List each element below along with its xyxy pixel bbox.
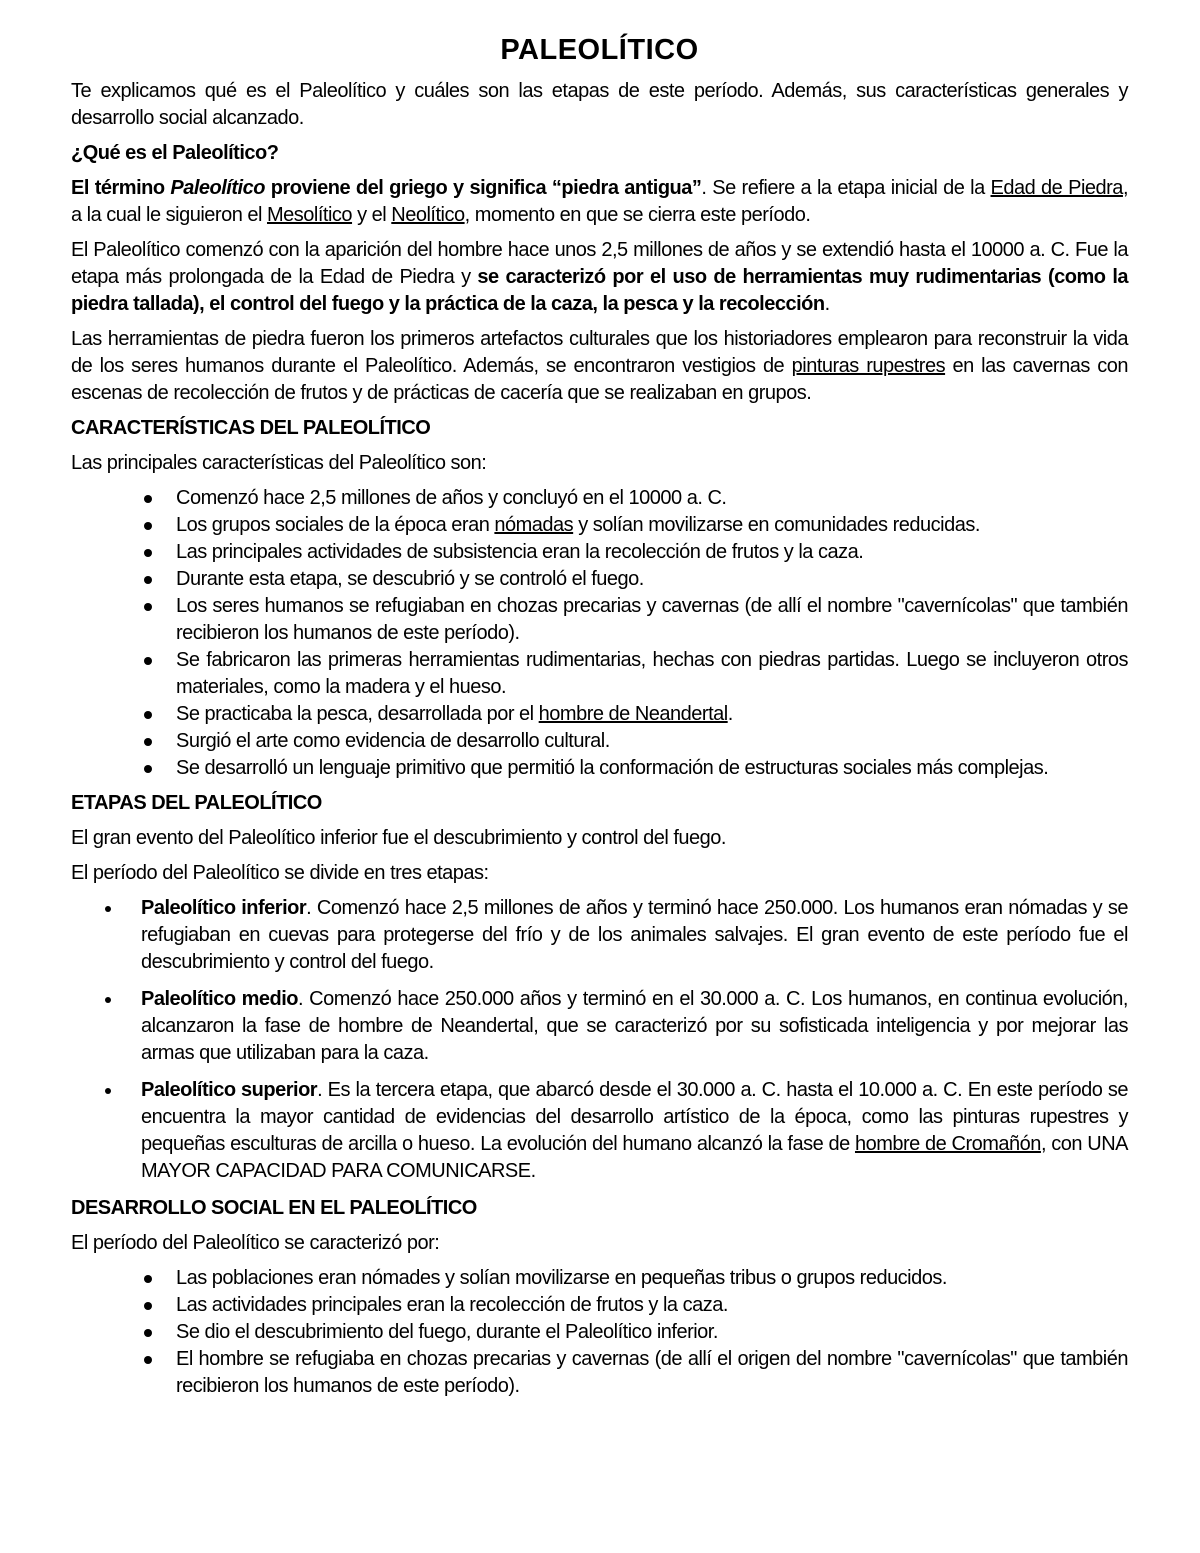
characteristics-intro: Las principales características del Paleolítico son: — [71, 452, 487, 474]
list-item-text: . — [727, 703, 733, 725]
definition-bold-start: El término — [71, 177, 171, 199]
origin-end: . — [824, 293, 830, 315]
characteristics-heading: CARACTERÍSTICAS DEL PALEOLÍTICO — [71, 417, 431, 439]
link-mesolitico[interactable]: Mesolítico — [267, 204, 353, 226]
list-item — [71, 512, 1128, 539]
stage-item-medio — [71, 986, 1128, 1067]
list-item-text: y solían movilizarse en comunidades reducidas. — [573, 514, 980, 536]
term-paleolitico: Paleolítico — [170, 177, 265, 199]
characteristics-list — [71, 485, 1128, 782]
definition-text: . Se refiere a la etapa inicial de la — [701, 177, 991, 199]
list-item: Las actividades principales eran la recolección de frutos y la caza. — [71, 1292, 1128, 1319]
stage-description-end: , con UNA MAYOR CAPACIDAD PARA COMUNICARSE. — [141, 1133, 1128, 1182]
list-item: Se desarrolló un lenguaje primitivo que permitió la conformación de estructuras sociales más complejas. — [71, 755, 1128, 782]
definition-text-4: , momento en que se cierra este período. — [464, 204, 811, 226]
definition-bold-end: proviene del griego y significa “piedra antigua” — [264, 177, 702, 199]
link-nomadas[interactable]: nómadas — [494, 514, 574, 536]
tools-text-2: en las cavernas con escenas de recolección de frutos y de prácticas de cacería que se realizaban en grupos. — [71, 355, 1129, 404]
stage-item-inferior — [71, 895, 1128, 976]
stages-intro: El período del Paleolítico se divide en tres etapas: — [71, 862, 489, 884]
tools-text: Las herramientas de piedra fueron los primeros artefactos culturales que los historiadores emplearon para reconstruir la vida de los seres humanos durante el Paleolítico. Además, se encontraron vestigios de — [71, 328, 1128, 377]
stage-description: . Es la tercera etapa, que abarcó desde el 30.000 a. C. hasta el 10.000 a. C. En este período se encuentra la mayor cantidad de evidencias del desarrollo artístico de la época, como las pinturas rupestres y pequeñas esculturas de arcilla o hueso. La evolución del humano alcanzó la fase de — [141, 1079, 1129, 1155]
link-pinturas-rupestres[interactable]: pinturas rupestres — [791, 355, 946, 377]
page-title: PALEOLÍTICO — [500, 34, 699, 66]
list-item-text: Se practicaba la pesca, desarrollada por el — [176, 703, 539, 725]
social-heading: DESARROLLO SOCIAL EN EL PALEOLÍTICO — [71, 1197, 477, 1219]
stages-list — [71, 895, 1128, 1185]
stages-fire-paragraph: El gran evento del Paleolítico inferior fue el descubrimiento y control del fuego. — [71, 827, 726, 849]
link-hombre-de-cromanon[interactable]: hombre de Cromañón — [854, 1133, 1041, 1155]
stage-name: Paleolítico inferior — [141, 897, 307, 919]
list-item: Se dio el descubrimiento del fuego, durante el Paleolítico inferior. — [71, 1319, 1128, 1346]
intro-paragraph: Te explicamos qué es el Paleolítico y cuáles son las etapas de este período. Además, sus características generales y desarrollo social alcanzado. — [71, 80, 1128, 129]
list-item: Las poblaciones eran nómades y solían movilizarse en pequeñas tribus o grupos reducidos. — [71, 1265, 1128, 1292]
definition-paragraph — [71, 175, 1128, 229]
link-edad-de-piedra[interactable]: Edad de Piedra — [990, 177, 1123, 199]
stage-description: . Comenzó hace 2,5 millones de años y terminó hace 250.000. Los humanos eran nómadas y se refugiaban en cuevas para protegerse del frío y de los animales salvajes. El gran evento de este período fue el descubrimiento y control del fuego. — [141, 897, 1128, 973]
question-heading: ¿Qué es el Paleolítico? — [71, 142, 279, 164]
list-item: Surgió el arte como evidencia de desarrollo cultural. — [71, 728, 1128, 755]
origin-text: El Paleolítico comenzó con la aparición del hombre hace unos 2,5 millones de años y se extendió hasta el 10000 a. C. Fue la etapa más prolongada de la Edad de Piedra y — [71, 239, 1128, 288]
list-item — [71, 701, 1128, 728]
list-item: Comenzó hace 2,5 millones de años y concluyó en el 10000 a. C. — [71, 485, 1128, 512]
list-item: Los seres humanos se refugiaban en chozas precarias y cavernas (de allí el nombre "cavernícolas" que también recibieron los humanos de este período). — [71, 593, 1128, 647]
definition-text-3: y el — [352, 204, 392, 226]
list-item: El hombre se refugiaba en chozas precarias y cavernas (de allí el origen del nombre "cavernícolas" que también recibieron los humanos de este período). — [71, 1346, 1128, 1400]
list-item-text: Los grupos sociales de la época eran — [176, 514, 495, 536]
stages-heading: ETAPAS DEL PALEOLÍTICO — [71, 792, 322, 814]
stage-name: Paleolítico medio — [141, 988, 299, 1010]
link-hombre-de-neandertal[interactable]: hombre de Neandertal — [538, 703, 728, 725]
origin-bold: se caracterizó por el uso de herramientas muy rudimentarias (como la piedra tallada), el control del fuego y la práctica de la caza, la pesca y la recolección — [71, 266, 1128, 315]
stage-name: Paleolítico superior — [141, 1079, 318, 1101]
stage-item-superior — [71, 1077, 1128, 1185]
list-item: Las principales actividades de subsistencia eran la recolección de frutos y la caza. — [71, 539, 1128, 566]
social-list — [71, 1265, 1128, 1400]
list-item: Se fabricaron las primeras herramientas rudimentarias, hechas con piedras partidas. Luego se incluyeron otros materiales, como la madera y el hueso. — [71, 647, 1128, 701]
list-item: Durante esta etapa, se descubrió y se controló el fuego. — [71, 566, 1128, 593]
stage-description: . Comenzó hace 250.000 años y terminó en el 30.000 a. C. Los humanos, en continua evolución, alcanzaron la fase de hombre de Neandertal, que se caracterizó por su sofisticada inteligencia y por mejorar las armas que utilizaban para la caza. — [141, 988, 1128, 1064]
origin-paragraph — [71, 237, 1128, 318]
link-neolitico[interactable]: Neolítico — [391, 204, 465, 226]
social-intro: El período del Paleolítico se caracterizó por: — [71, 1232, 440, 1254]
tools-paragraph — [71, 326, 1128, 407]
definition-text-2: , a la cual le siguieron el — [71, 177, 1128, 226]
